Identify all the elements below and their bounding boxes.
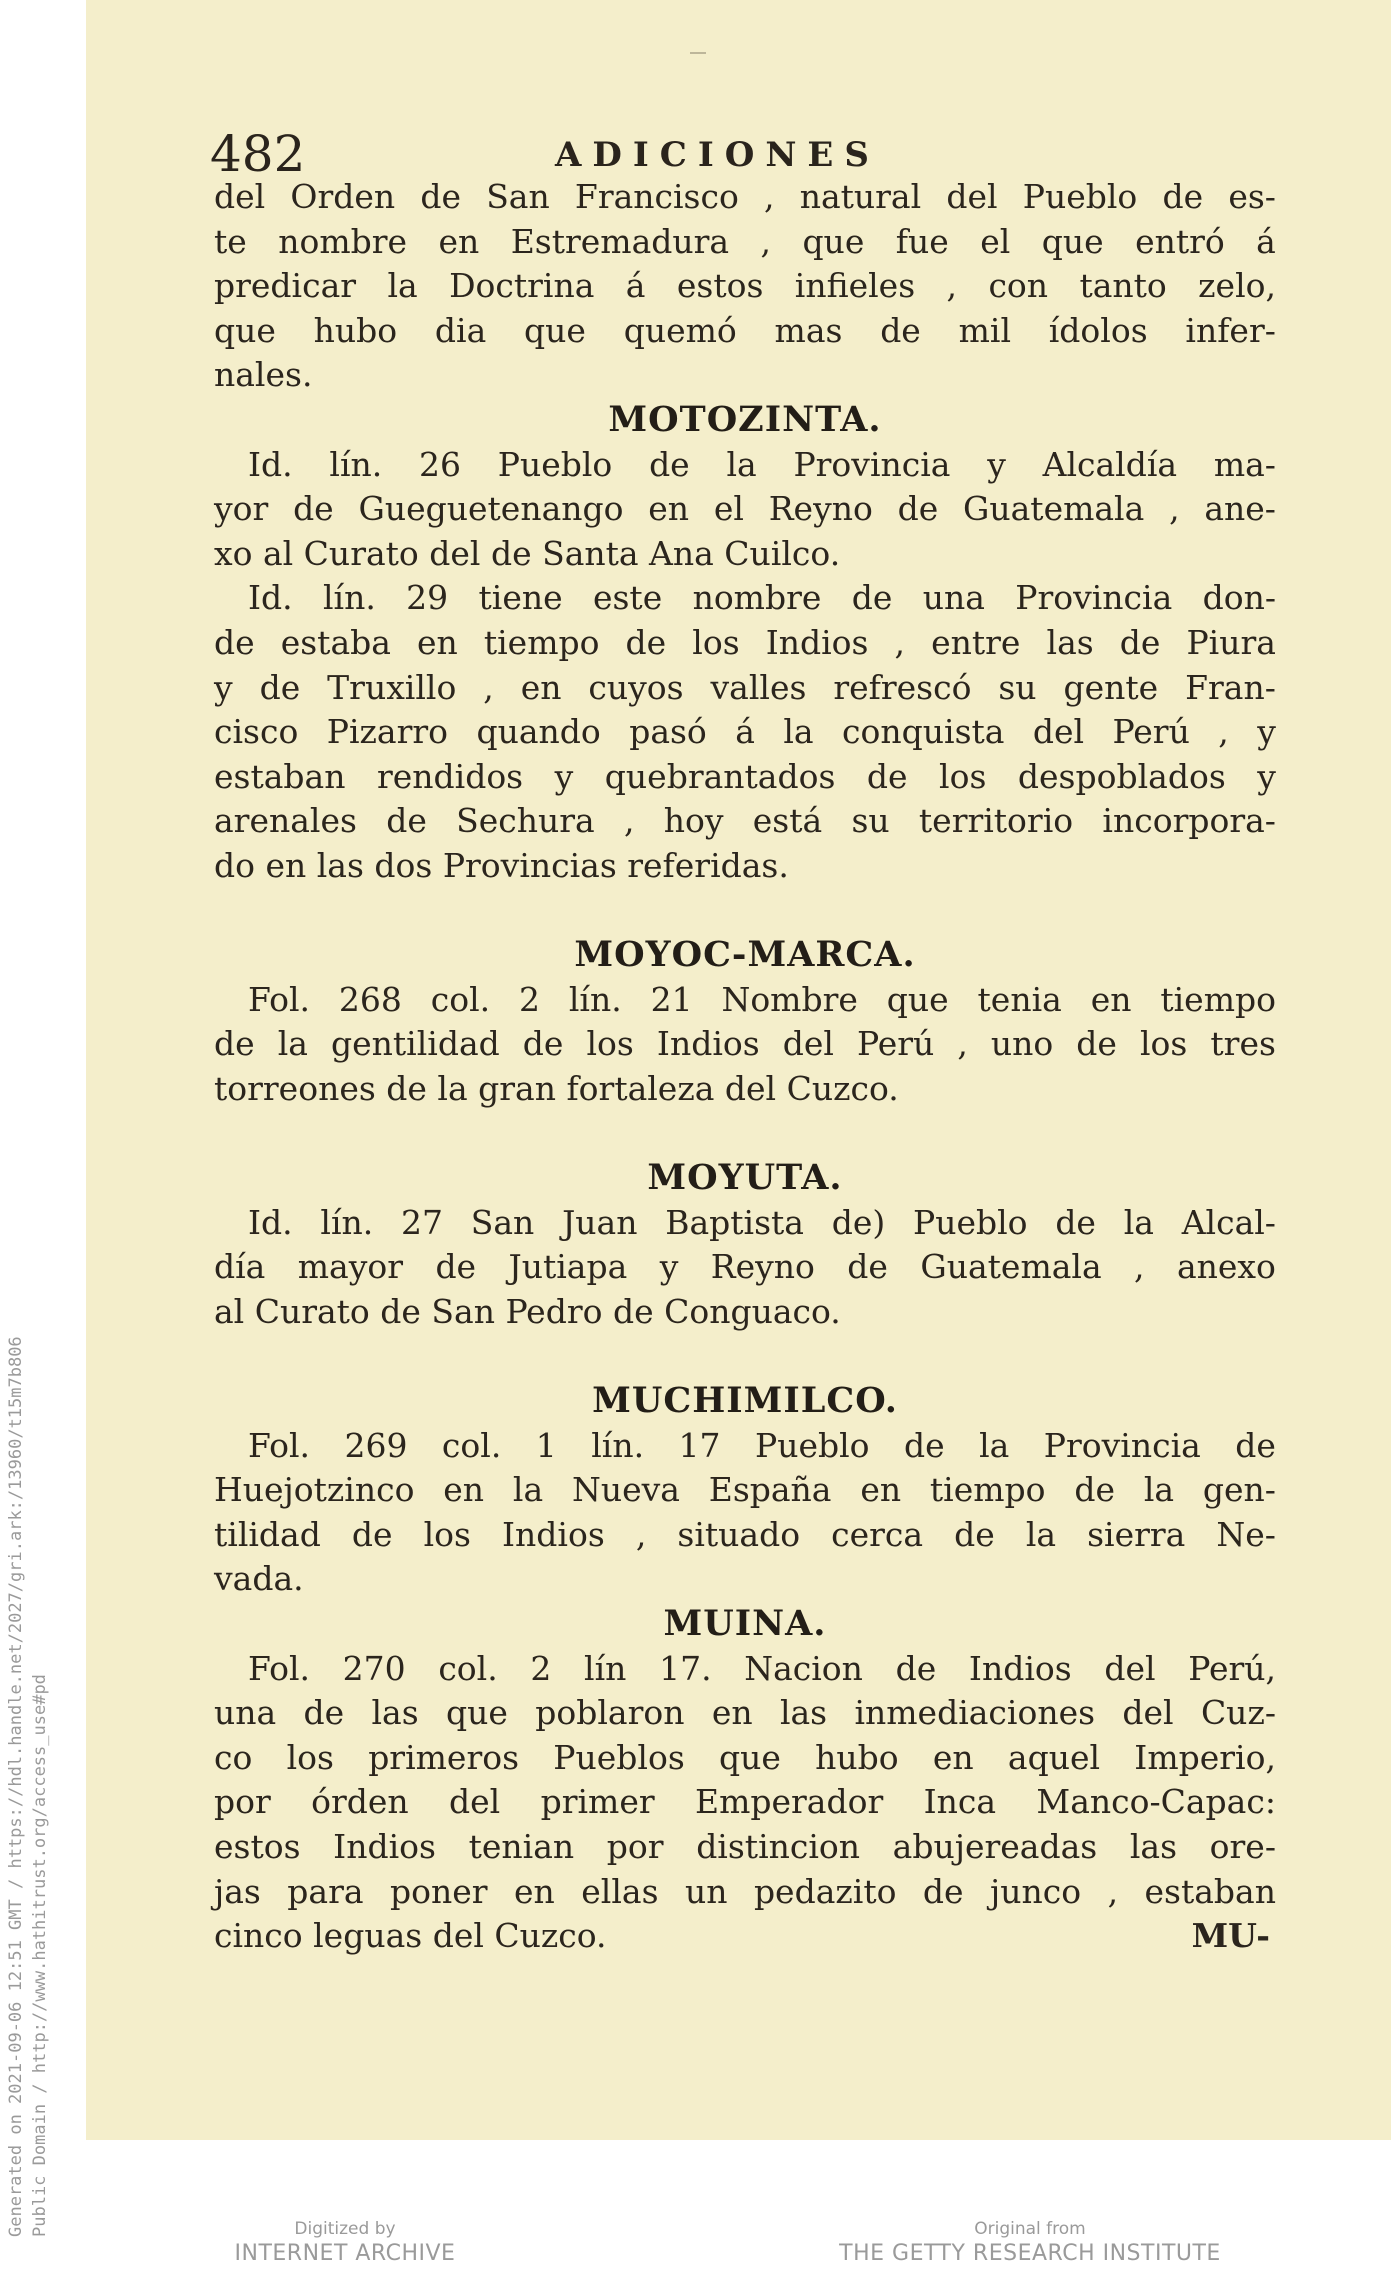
text-line: torreones de la gran fortaleza del Cuzco. [214,1068,899,1108]
text-line: por órden del primer Emperador Inca Manco-Capac: [214,1782,1276,1822]
text-line: Fol. 270 col. 2 lín 17. Nacion de Indios del Perú, [248,1648,1276,1688]
text-line: de la gentilidad de los Indios del Perú , uno de los tres [214,1024,1276,1064]
text-line: yor de Gueguetenango en el Reyno de Guatemala , ane- [214,489,1276,529]
text-line: xo al Curato del de Santa Ana Cuilco. [214,533,841,573]
original-credit [830,2218,1230,2268]
page-number: 482 [210,125,306,183]
entry-heading: MOTOZINTA. [608,398,882,440]
entry-heading: MOYUTA. [647,1157,843,1199]
text-line: Id. lín. 29 tiene este nombre de una Provincia don- [248,578,1276,618]
digitized-label: Digitized by [294,2219,396,2239]
text-line: co los primeros Pueblos que hubo en aquel Imperio, [214,1737,1276,1777]
text-line: estaban rendidos y quebrantados de los despoblados y [214,756,1276,796]
text-line: arenales de Sechura , hoy está su territorio incorpora- [214,801,1276,841]
original-source: THE GETTY RESEARCH INSTITUTE [839,2241,1221,2266]
generation-stamp [4,1336,52,2237]
original-label: Original from [974,2219,1086,2239]
running-head: ADICIONES [555,135,880,175]
digitized-credit [180,2218,510,2268]
entry-heading: MUCHIMILCO. [592,1380,898,1422]
text-line: vada. [214,1559,304,1599]
rights-stamp-line: Public Domain / http://www.hathitrust.org/access_use#pd [30,1674,50,2237]
text-line: Huejotzinco en la Nueva España en tiempo de la gen- [214,1470,1276,1510]
text-line: estos Indios tenian por distincion abujereadas las ore- [214,1826,1276,1866]
text-line: Id. lín. 26 Pueblo de la Provincia y Alcaldía ma- [248,444,1276,484]
text-line: jas para poner en ellas un pedazito de junco , estaban [214,1871,1276,1911]
text-line [214,1914,1276,1959]
text-line: al Curato de San Pedro de Conguaco. [214,1291,841,1331]
body-text [214,175,1276,1959]
digitized-source: INTERNET ARCHIVE [234,2241,456,2266]
text-line: cisco Pizarro quando pasó á la conquista del Perú , y [214,712,1276,752]
text-line: do en las dos Provincias referidas. [214,845,789,885]
text-line: Id. lín. 27 San Juan Baptista de) Pueblo de la Alcal- [248,1202,1276,1242]
paragraph-gap [214,1111,1276,1156]
text-line: tilidad de los Indios , situado cerca de la sierra Ne- [214,1514,1276,1554]
text-line-content: cinco leguas del Cuzco. [214,1916,607,1956]
catchword: MU- [1191,1916,1270,1956]
text-line: del Orden de San Francisco , natural del Pueblo de es- [214,177,1276,216]
text-line: una de las que poblaron en las inmediaciones del Cuz- [214,1693,1276,1733]
entry-heading: MOYOC-MARCA. [574,934,916,976]
text-line: nales. [214,355,313,395]
text-line: día mayor de Jutiapa y Reyno de Guatemala , anexo [214,1247,1276,1287]
page-top-mark [690,52,706,54]
text-line: Fol. 269 col. 1 lín. 17 Pueblo de la Provincia de [248,1425,1276,1465]
text-line: de estaba en tiempo de los Indios , entre las de Piura [214,622,1276,662]
paragraph-gap [214,1334,1276,1379]
text-line: predicar la Doctrina á estos infieles , con tanto zelo, [214,266,1276,306]
text-line: que hubo dia que quemó mas de mil ídolos infer- [214,310,1276,350]
text-line: te nombre en Estremadura , que fue el que entró á [214,221,1276,261]
text-line: Fol. 268 col. 2 lín. 21 Nombre que tenia en tiempo [248,979,1276,1019]
paragraph-gap [214,889,1276,934]
entry-heading: MUINA. [663,1603,827,1644]
generation-stamp-line: Generated on 2021-09-06 12:51 GMT / https://hdl.handle.net/2027/gri.ark:/13960/t15m7b806 [6,1336,26,2237]
text-line: y de Truxillo , en cuyos valles refrescó su gente Fran- [214,667,1276,707]
